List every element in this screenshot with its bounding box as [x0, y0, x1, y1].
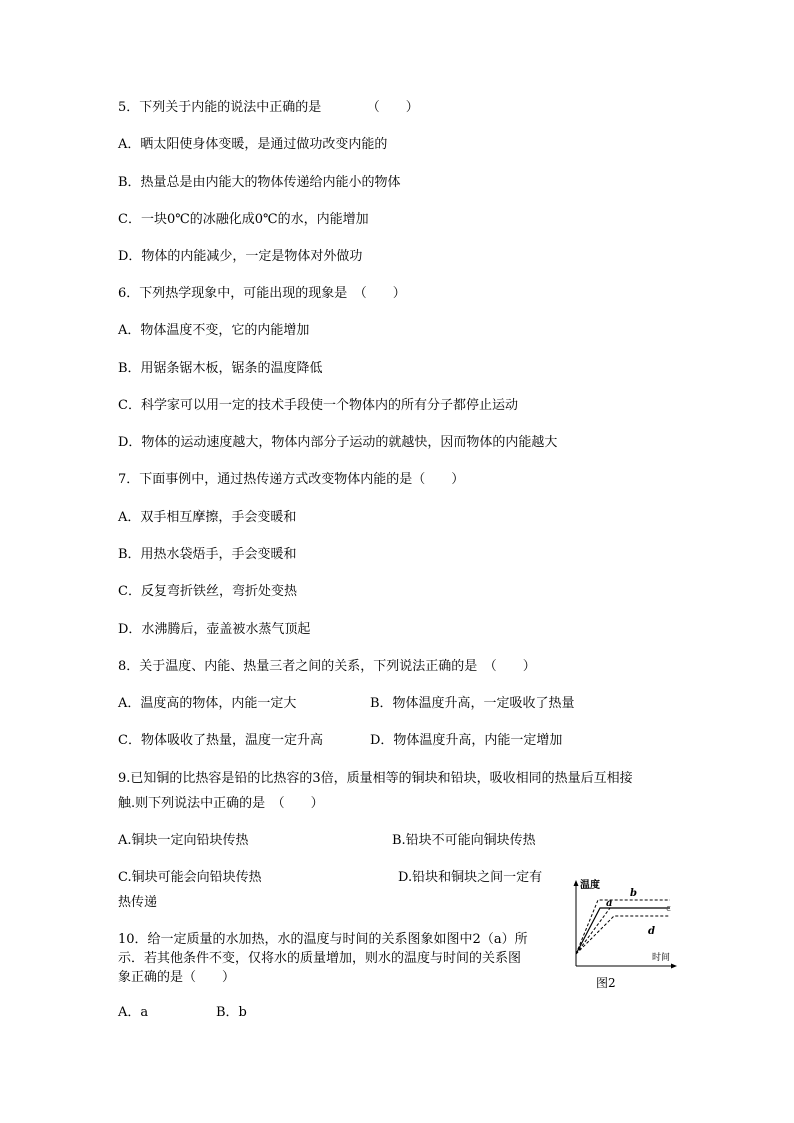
q8-stem: 8．关于温度、内能、热量三者之间的关系，下列说法正确的是 （ ） — [118, 659, 536, 674]
q8-option-d: D．物体温度升高，内能一定增加 — [370, 733, 563, 748]
figure-caption: 图2 — [596, 976, 616, 990]
curve-label-d: d — [648, 926, 655, 937]
q6-stem: 6．下列热学现象中，可能出现的现象是 （ ） — [118, 286, 406, 301]
x-axis-label: 时间 — [652, 953, 671, 963]
q8-option-a: A．温度高的物体，内能一定大 — [118, 696, 297, 711]
q5-option-d: D．物体的内能减少，一定是物体对外做功 — [118, 249, 363, 264]
temperature-time-graph — [566, 876, 678, 988]
q8-option-b: B．物体温度升高，一定吸收了热量 — [370, 696, 575, 711]
q9-stem-line1: 9.已知铜的比热容是铅的比热容的3倍，质量相等的铜块和铅块，吸收相同的热量后互相接 — [118, 771, 633, 786]
y-axis-arrow — [574, 880, 579, 886]
q5-stem: 5．下列关于内能的说法中正确的是 （ ） — [118, 100, 419, 115]
q9-option-b: B.铅块不可能向铜块传热 — [392, 833, 536, 848]
q7-option-a: A．双手相互摩擦，手会变暖和 — [118, 510, 297, 525]
q7-option-d: D．水沸腾后，壶盖被水蒸气顶起 — [118, 622, 311, 637]
q5-option-c: C．一块0℃的冰融化成0℃的水，内能增加 — [118, 212, 369, 227]
q6-option-b: B．用锯条锯木板，锯条的温度降低 — [118, 361, 323, 376]
q7-option-c: C．反复弯折铁丝，弯折处变热 — [118, 584, 297, 599]
q10-option-a: A．a — [118, 1005, 149, 1020]
q9-option-c: C.铜块可能会向铅块传热 — [118, 870, 262, 885]
q9-option-d-line2: 热传递 — [118, 895, 158, 910]
q9-stem-line2: 触.则下列说法中正确的是 （ ） — [118, 796, 324, 811]
q7-stem: 7．下面事例中，通过热传递方式改变物体内能的是（ ） — [118, 472, 465, 487]
q6-option-d: D．物体的运动速度越大，物体内部分子运动的就越快，因而物体的内能越大 — [118, 435, 558, 450]
curve-label-c: c — [666, 904, 671, 914]
q6-option-c: C．科学家可以用一定的技术手段使一个物体内的所有分子都停止运动 — [118, 398, 518, 413]
curve-c — [576, 908, 670, 954]
curve-label-a: a — [606, 898, 613, 909]
q8-option-c: C．物体吸收了热量，温度一定升高 — [118, 733, 323, 748]
curve-label-b: b — [630, 888, 637, 899]
curve-d — [576, 916, 670, 954]
x-axis-arrow — [671, 964, 677, 969]
q6-option-a: A．物体温度不变，它的内能增加 — [118, 323, 310, 338]
q10-stem-line1: 10．给一定质量的水加热，水的温度与时间的关系图象如图中2（a）所 — [118, 932, 528, 947]
q5-option-a: A．晒太阳使身体变暖，是通过做功改变内能的 — [118, 137, 388, 152]
curve-a — [576, 908, 670, 954]
q10-option-b: B．b — [216, 1005, 247, 1020]
q10-stem-line3: 象正确的是（ ） — [118, 970, 236, 985]
q9-option-a: A.铜块一定向铅块传热 — [118, 833, 249, 848]
q10-stem-line2: 示．若其他条件不变，仅将水的质量增加，则水的温度与时间的关系图 — [118, 951, 522, 966]
q7-option-b: B．用热水袋焐手，手会变暖和 — [118, 547, 297, 562]
y-axis-label: 温度 — [580, 880, 600, 891]
q9-option-d-line1: D.铅块和铜块之间一定有 — [398, 870, 543, 885]
q5-option-b: B．热量总是由内能大的物体传递给内能小的物体 — [118, 175, 401, 190]
